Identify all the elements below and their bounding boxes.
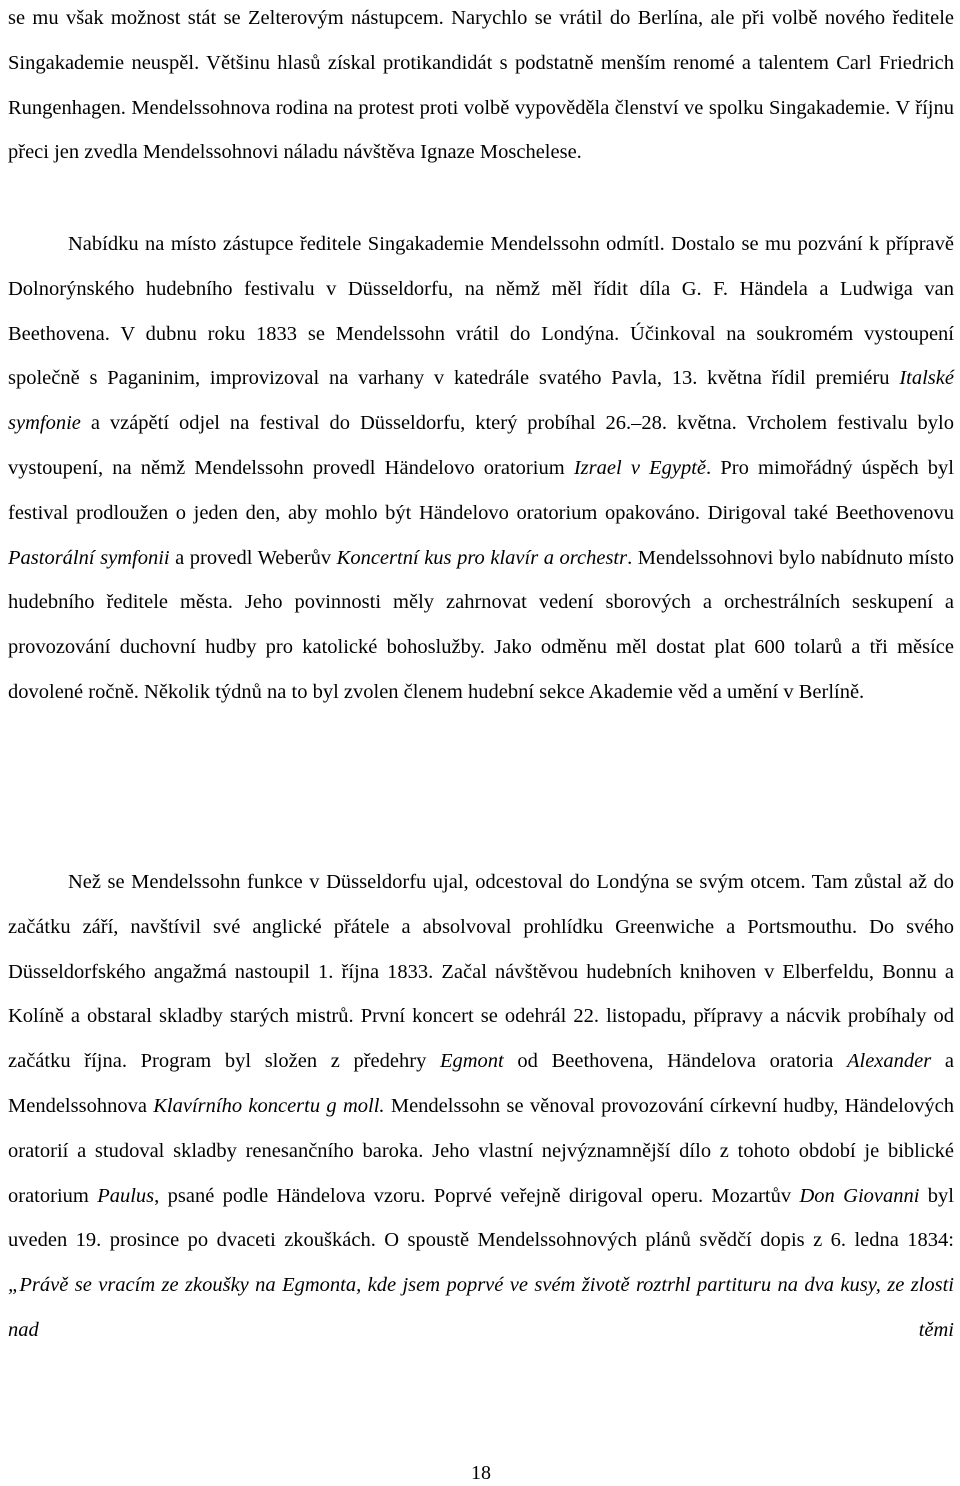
italic-title-text: Italské symfonie [8,367,954,435]
text-run: Než se Mendelssohn funkce v Düsseldorfu ujal, odcestoval do Londýna se svým otcem. Tam zůstal až do začátku září, navštívil své anglické přátele a absolvoval prohlídku Greenwiche a Portsmouthu. Do svého Düsseldorfského angažmá nastoupil 1. října 1833. Začal návštěvou hudebních knihoven v Elberfeldu, Bonnu a Kolíně a obstaral skladby starých mistrů. První koncert se odehrál 22. listopadu, přípravy a nácvik probíhaly od začátku října. Program byl složen z předehry [8,871,954,1073]
text-run: Mendelssohn se věnoval provozování církevní hudby, Händelových oratorií a studoval skladby renesančního baroka. Jeho vlastní nejvýznamnější dílo z tohoto období je biblické oratorium [8,1094,954,1207]
paragraph [8,860,954,1353]
italic-title-text: Koncertní kus pro klavír a orchestr [336,546,628,569]
text-run: se mu však možnost stát se Zelterovým nástupcem. Narychlo se vrátil do Berlína, ale při volbě nového ředitele Singakademie neuspěl. Většinu hlasů získal protikandidát s podstatně menším renomé a talentem Carl Friedrich Rungenhagen. Mendelssohnova rodina na protest proti volbě vypověděla členství ve spolku Singakademie. V říjnu přeci jen zvedla Mendelssohnovi náladu návštěva Ignaze Moschelese. [8,7,954,164]
document-page [8,0,954,1486]
italic-title-text: Izrael v Egyptě [573,456,707,479]
italic-title-text: Klavírního koncertu g moll. [153,1094,385,1117]
paragraph [8,222,954,715]
italic-title-text: Pastorální symfonii [8,546,170,569]
text-run: a provedl Weberův [169,546,337,569]
text-run: , psané podle Händelova vzoru. Poprvé veřejně dirigoval operu. Mozartův [154,1184,800,1207]
italic-title-text: Paulus [97,1184,155,1207]
page-number: 18 [471,1462,491,1484]
italic-title-text: Don Giovanni [799,1184,920,1207]
text-run: Nabídku na místo zástupce ředitele Singakademie Mendelssohn odmítl. Dostalo se mu pozvání k přípravě Dolnorýnského hudebního festivalu v Düsseldorfu, na němž měl řídit díla G. F. Händela a Ludwiga van Beethovena. V dubnu roku 1833 se Mendelssohn vrátil do Londýna. Účinkoval na soukromém vystoupení společně s Paganinim, improvizoval na varhany v katedrále svatého Pavla, 13. května řídil premiéru [8,233,954,390]
text-run: byl uveden 19. prosince po dvaceti zkouškách. O spoustě Mendelssohnových plánů svědčí dopis z 6. ledna 1834: [8,1184,954,1252]
text-run: a Mendelssohnova [8,1050,954,1117]
paragraph [8,0,954,175]
text-run: . Pro mimořádný úspěch byl festival prodloužen o jeden den, aby mohlo být Händelovo oratorium opakováno. Dirigoval také Beethovenovu [8,456,954,524]
text-run: od Beethovena, Händelova oratoria [503,1050,847,1073]
italic-title-text: Alexander [846,1050,932,1073]
text-run: . Mendelssohnovi bylo nabídnuto místo hudebního ředitele města. Jeho povinnosti měly zahrnovat vedení sborových a orchestrálních seskupení a provozování duchovní hudby pro katolické bohoslužby. Jako odměnu měl dostat plat 600 tolarů a tři měsíce dovolené ročně. Několik týdnů na to byl zvolen členem hudební sekce Akademie věd a umění v Berlíně. [8,546,954,703]
italic-title-text: Egmont [439,1050,504,1073]
italic-title-text: „Právě se vracím ze zkoušky na Egmonta, kde jsem poprvé ve svém životě roztrhl partituru na dva kusy, ze zlosti nad těmi [8,1274,954,1341]
text-run: a vzápětí odjel na festival do Düsseldorfu, který probíhal 26.–28. května. Vrcholem festivalu bylo vystoupení, na němž Mendelssohn provedl Händelovo oratorium [8,412,954,479]
